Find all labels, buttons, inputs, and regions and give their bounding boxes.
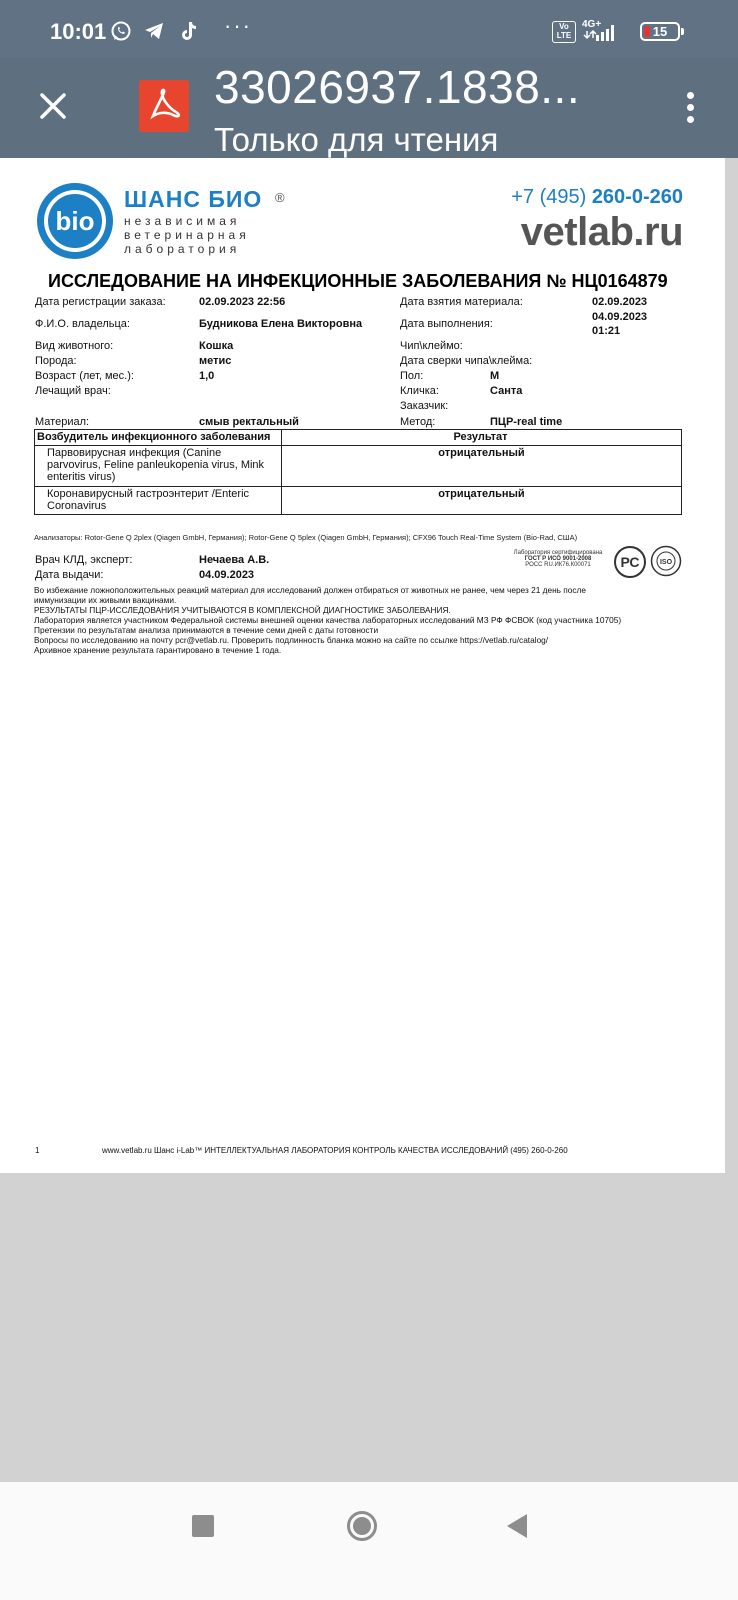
lab-website: vetlab.ru: [520, 210, 683, 254]
reg-date-label: Дата регистрации заказа:: [35, 296, 166, 308]
network-type: 4G+: [582, 19, 602, 30]
owner-label: Ф.И.О. владельца:: [35, 318, 130, 330]
close-button[interactable]: [30, 83, 76, 129]
phone-number: 260-0-260: [591, 186, 683, 208]
table-header-row: [35, 430, 682, 446]
navigation-bar: [0, 1482, 738, 1600]
method-label: Метод:: [400, 416, 436, 428]
agent-column-header: Возбудитель инфекционного заболевания: [35, 430, 282, 446]
document-title: ИССЛЕДОВАНИЕ НА ИНФЕКЦИОННЫЕ ЗАБОЛЕВАНИЯ № НЦ0164879: [48, 271, 668, 291]
svg-text:ISO: ISO: [659, 559, 673, 566]
reg-date-value: 02.09.2023 22:56: [199, 296, 286, 308]
breed-value: метис: [199, 355, 232, 367]
phone-prefix: +7 (495): [511, 186, 592, 208]
method-value: ПЦР-real time: [490, 416, 563, 428]
note-line: Во избежание ложноположительных реакций материал для исследований должен отбираться от животных не ранее, чем через 21 день после: [34, 585, 587, 595]
app-bar: [0, 58, 738, 158]
telegram-icon: [143, 20, 165, 42]
more-options-button[interactable]: [676, 88, 706, 128]
done-time-value: 01:21: [592, 325, 621, 337]
chip-check-label: Дата сверки чипа\клейма:: [400, 355, 533, 367]
result-cell: отрицательный: [282, 487, 682, 515]
done-date-label: Дата выполнения:: [400, 318, 493, 330]
rst-certification-icon: [613, 545, 647, 579]
breed-label: Порода:: [35, 355, 77, 367]
issue-date-value: 04.09.2023: [199, 569, 255, 581]
file-title: 33026937.1838...: [214, 61, 581, 113]
signal-icon: [582, 22, 626, 42]
agent-cell: Парвовирусная инфекция (Canine parvovirus, Feline panleukopenia virus, Mink enteritis virus): [35, 446, 282, 487]
analyzers-note: Анализаторы: Rotor-Gene Q 2plex (Qiagen GmbH, Германия); Rotor-Gene Q 5plex (Qiagen GmbH, Германия); CFX96 Touch Real-Time System (Bio-Rad, США): [34, 533, 578, 542]
pdf-file-icon: [139, 80, 189, 132]
brand-tagline-3: лаборатория: [124, 242, 241, 256]
whatsapp-icon: [110, 20, 132, 42]
result-column-header: Результат: [282, 430, 682, 446]
cert-line: Лаборатория сертифицирована: [513, 550, 603, 556]
bio-logo-icon: [36, 182, 114, 260]
logo-text: bio: [55, 206, 95, 236]
brand-name: ШАНС БИО: [124, 186, 263, 212]
brand-tagline-2: ветеринарная: [124, 228, 250, 242]
doctor-label: Лечащий врач:: [35, 385, 111, 397]
result-cell: отрицательный: [282, 446, 682, 487]
battery-icon: [640, 22, 680, 41]
status-time: 10:01: [50, 19, 107, 44]
done-date-value: 04.09.2023: [592, 311, 648, 323]
table-row: [35, 487, 682, 515]
note-line: Архивное хранение результата гарантировано в течение 1 года.: [34, 645, 282, 655]
species-value: Кошка: [199, 340, 234, 352]
volte-icon: Vo LTE: [552, 21, 576, 43]
sex-value: М: [490, 370, 500, 382]
page-number: 1: [35, 1146, 40, 1155]
iso-certification-icon: [650, 545, 682, 577]
nickname-value: Санта: [490, 385, 523, 397]
brand-tagline-1: независимая: [124, 214, 241, 228]
home-button[interactable]: [346, 1510, 378, 1542]
brand-registered-mark: ®: [275, 190, 285, 205]
certification-text: [500, 550, 616, 568]
battery-percent: 15: [652, 24, 668, 39]
results-table: [34, 429, 682, 515]
sample-date-value: 02.09.2023: [592, 296, 648, 308]
cert-line: РОСС RU.ИК76.К00071: [525, 562, 591, 568]
page-footer: www.vetlab.ru Шанс i-Lab™ ИНТЕЛЛЕКТУАЛЬНАЯ ЛАБОРАТОРИЯ КОНТРОЛЬ КАЧЕСТВА ИССЛЕДОВАНИЙ (495) 260-0-260: [102, 1146, 568, 1155]
tiktok-icon: [177, 20, 199, 42]
chip-label: Чип\клеймо:: [400, 340, 463, 352]
expert-label: Врач КЛД, эксперт:: [35, 554, 133, 566]
svg-text:РС: РС: [620, 554, 640, 570]
material-value: смыв ректальный: [199, 416, 299, 428]
species-label: Вид животного:: [35, 340, 114, 352]
material-label: Материал:: [35, 416, 90, 428]
note-line: Лаборатория является участником Федеральной системы внешней оценки качества лабораторных исследований МЗ РФ ФСВОК (код участника 10705): [34, 615, 622, 625]
note-line: Претензии по результатам анализа принимаются в течение семи дней с даты готовности: [34, 625, 379, 635]
owner-value: Будникова Елена Викторовна: [199, 318, 363, 330]
table-row: [35, 446, 682, 487]
agent-cell: Коронавирусный гастроэнтерит /Enteric Coronavirus: [35, 487, 282, 515]
sex-label: Пол:: [400, 370, 424, 382]
cert-line: ГОСТ Р ИСО 9001-2008: [524, 556, 592, 562]
customer-label: Заказчик:: [400, 400, 449, 412]
note-line: РЕЗУЛЬТАТЫ ПЦР-ИССЛЕДОВАНИЯ УЧИТЫВАЮТСЯ В КОМПЛЕКСНОЙ ДИАГНОСТИКЕ ЗАБОЛЕВАНИЯ.: [34, 605, 451, 615]
pdf-page: [0, 158, 725, 1173]
issue-date-label: Дата выдачи:: [35, 569, 104, 581]
top-bar: [0, 0, 738, 158]
nickname-label: Кличка:: [400, 385, 439, 397]
status-bar: [0, 0, 738, 58]
age-value: 1,0: [199, 370, 215, 382]
status-more-icon: ···: [224, 13, 252, 38]
sample-date-label: Дата взятия материала:: [400, 296, 523, 308]
recents-button[interactable]: [192, 1515, 214, 1537]
note-line: Вопросы по исследованию на почту pcr@vetlab.ru. Проверить подлинность бланка можно на сайте по ссылке https://vetlab.ru/catalog/: [34, 635, 549, 645]
back-button[interactable]: [505, 1512, 529, 1540]
age-label: Возраст (лет, мес.):: [35, 370, 134, 382]
lab-phone: [511, 186, 683, 209]
expert-value: Нечаева А.В.: [199, 554, 270, 566]
note-line: иммунизации их живыми вакцинами.: [34, 595, 177, 605]
battery-tip: [681, 28, 684, 35]
read-only-label: Только для чтения: [214, 121, 499, 158]
